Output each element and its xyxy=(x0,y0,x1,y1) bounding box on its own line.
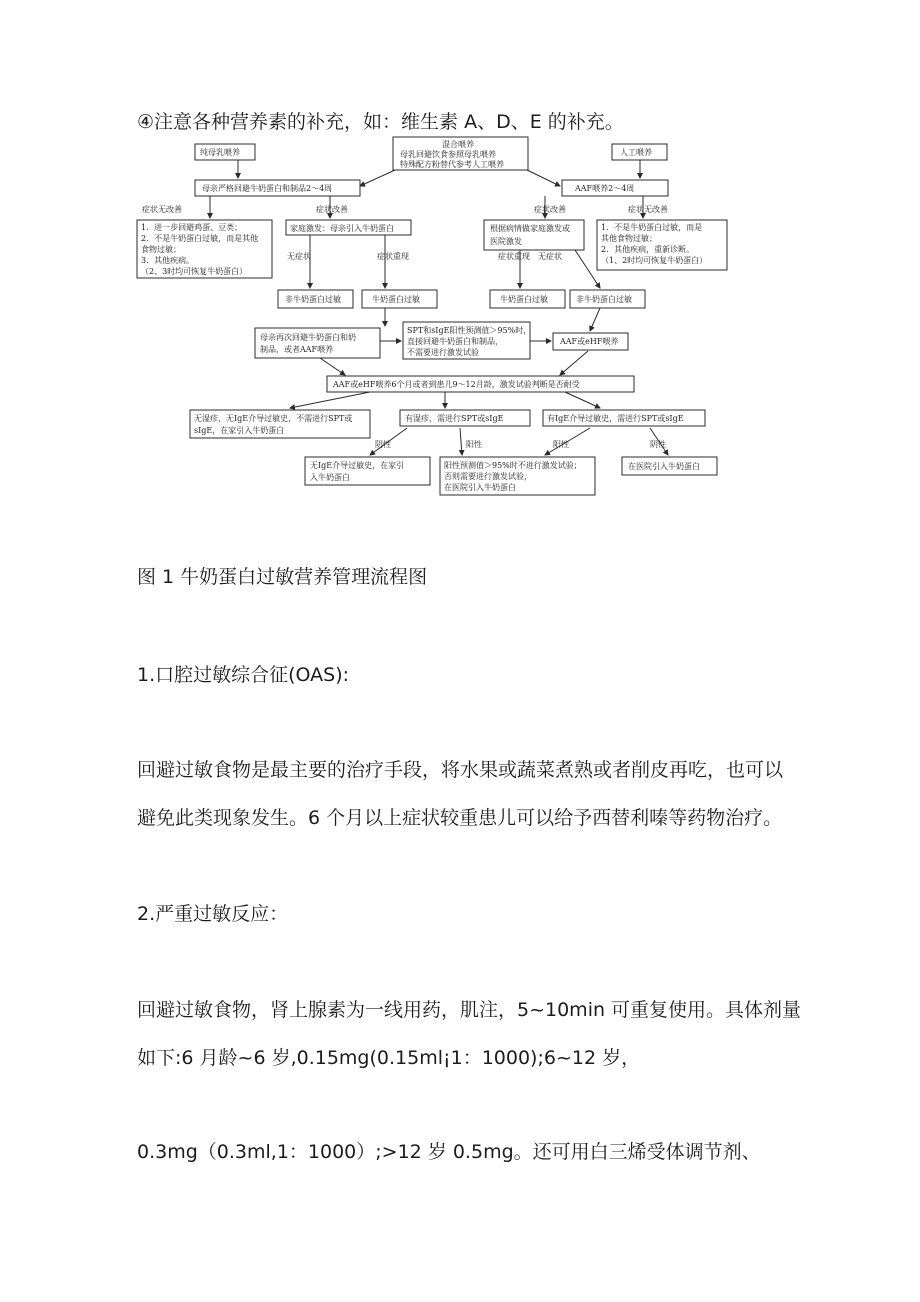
svg-text:特殊配方粉替代参考人工喂养: 特殊配方粉替代参考人工喂养 xyxy=(400,160,504,169)
flow-box-aaf-ehf xyxy=(553,333,628,350)
svg-text:牛奶蛋白过敏: 牛奶蛋白过敏 xyxy=(372,295,420,304)
flow-box-right-no-improve xyxy=(597,220,727,270)
svg-text:无IgE介导过敏史，在家引: 无IgE介导过敏史，在家引 xyxy=(310,461,405,470)
flow-box-top-center xyxy=(393,137,528,170)
heading-oas: 1.口腔过敏综合征(OAS): xyxy=(137,664,350,686)
flow-box-eczema xyxy=(400,410,530,426)
flow-box-cmpa-left xyxy=(362,290,437,308)
svg-text:母乳回避饮食参照母乳喂养: 母乳回避饮食参照母乳喂养 xyxy=(400,150,496,159)
paragraph-severe-line-2: 如下:6 月龄~6 岁,0.15mg(0.15ml¡1：1000);6~12 岁， xyxy=(137,1047,641,1069)
flow-box-6months xyxy=(327,376,634,392)
flow-box-ige-history xyxy=(543,410,705,426)
label-no-improve-right: 症状无改善 xyxy=(628,205,668,214)
flow-box-home-intro xyxy=(305,457,430,485)
svg-text:1．不是牛奶蛋白过敏，而是: 1．不是牛奶蛋白过敏，而是 xyxy=(601,223,703,232)
flow-box-right-challenge xyxy=(484,220,584,250)
flow-box-left-strict xyxy=(195,180,360,196)
svg-text:其他食物过敏；: 其他食物过敏； xyxy=(601,234,657,243)
flow-box-eczema-free xyxy=(190,410,370,438)
svg-text:不需要进行激发试验: 不需要进行激发试验 xyxy=(407,348,479,357)
label-no-symptom-left: 无症状 xyxy=(287,252,311,261)
svg-text:SPT和sIgE阳性预测值＞95%时，: SPT和sIgE阳性预测值＞95%时， xyxy=(407,326,532,335)
heading-severe-allergy: 2.严重过敏反应： xyxy=(137,903,289,925)
flow-box-hospital xyxy=(622,457,717,475)
label-no-improve-left: 症状无改善 xyxy=(142,205,182,214)
svg-text:有IgE介导过敏史，需进行SPT或sIgE: 有IgE介导过敏史，需进行SPT或sIgE xyxy=(547,414,684,423)
flow-box-top-right xyxy=(612,144,667,160)
svg-text:母亲再次回避牛奶蛋白和奶: 母亲再次回避牛奶蛋白和奶 xyxy=(260,333,356,342)
label-positive-2: 阳性 xyxy=(553,440,569,449)
svg-text:食物过敏；: 食物过敏； xyxy=(141,245,181,254)
svg-text:AAF或eHF喂养: AAF或eHF喂养 xyxy=(560,337,619,346)
svg-text:非牛奶蛋白过敏: 非牛奶蛋白过敏 xyxy=(285,295,341,304)
svg-text:sIgE，在家引入牛奶蛋白: sIgE，在家引入牛奶蛋白 xyxy=(194,426,285,435)
svg-text:医院激发: 医院激发 xyxy=(490,237,522,246)
svg-text:阳性预测值＞95%时不进行激发试验；: 阳性预测值＞95%时不进行激发试验； xyxy=(444,461,582,470)
svg-text:（1、2时均可恢复牛奶蛋白）: （1、2时均可恢复牛奶蛋白） xyxy=(601,256,708,265)
svg-text:入牛奶蛋白: 入牛奶蛋白 xyxy=(310,473,350,482)
label-symptom-recur-left: 症状重现 xyxy=(377,252,409,261)
svg-text:2．其他疾病，重新诊断。: 2．其他疾病，重新诊断。 xyxy=(601,245,695,254)
cow-milk-allergy-flowchart xyxy=(0,0,920,520)
flow-box-spt xyxy=(403,322,531,359)
flow-box-home-challenge xyxy=(286,220,411,235)
flow-box-right-aaf xyxy=(562,180,668,196)
label-positive-1: 阳性 xyxy=(466,440,482,449)
paragraph-severe-line-3: 0.3mg（0.3ml,1：1000）;>12 岁 0.5mg。还可用白三烯受体调节剂、 xyxy=(137,1141,761,1163)
flow-box-left-no-improve xyxy=(137,220,272,278)
figure-caption: 图 1 牛奶蛋白过敏营养管理流程图 xyxy=(137,566,428,588)
svg-text:直接回避牛奶蛋白和制品，: 直接回避牛奶蛋白和制品， xyxy=(407,337,503,346)
intro-line: ④注意各种营养素的补充，如：维生素 A、D、E 的补充。 xyxy=(137,111,624,133)
flow-box-positive xyxy=(440,457,595,495)
flow-box-mother-again xyxy=(255,328,380,358)
paragraph-oas-line-1: 回避过敏食物是最主要的治疗手段，将水果或蔬菜煮熟或者削皮再吃，也可以 xyxy=(137,759,784,781)
svg-text:纯母乳喂养: 纯母乳喂养 xyxy=(200,148,240,157)
flow-box-non-cmpa-right xyxy=(570,290,645,308)
flow-box-cmpa-right xyxy=(490,290,565,308)
label-improve-left: 症状改善 xyxy=(316,205,348,214)
svg-text:在医院引入牛奶蛋白: 在医院引入牛奶蛋白 xyxy=(628,462,700,471)
flow-box-non-cmpa-left xyxy=(278,290,353,308)
svg-text:牛奶蛋白过敏: 牛奶蛋白过敏 xyxy=(500,295,548,304)
svg-text:AAF或eHF喂养6个月或者到患儿9～12月龄，激发试验判断: AAF或eHF喂养6个月或者到患儿9～12月龄，激发试验判断是否耐受 xyxy=(333,380,580,389)
label-no-symptom-right: 无症状 xyxy=(538,252,562,261)
svg-text:母亲严格回避牛奶蛋白和制品2～4周: 母亲严格回避牛奶蛋白和制品2～4周 xyxy=(202,184,333,193)
svg-text:否则需要进行激发试验，: 否则需要进行激发试验， xyxy=(444,472,532,481)
label-negative-2: 阴性 xyxy=(650,440,666,449)
label-improve-right: 症状改善 xyxy=(534,205,566,214)
svg-text:家庭激发：母亲引入牛奶蛋白: 家庭激发：母亲引入牛奶蛋白 xyxy=(290,224,394,233)
svg-text:2．不是牛奶蛋白过敏，而是其他: 2．不是牛奶蛋白过敏，而是其他 xyxy=(141,234,259,243)
svg-text:根据病情做家庭激发或: 根据病情做家庭激发或 xyxy=(490,224,570,233)
paragraph-severe-line-1: 回避过敏食物，肾上腺素为一线用药，肌注，5~10min 可重复使用。具体剂量 xyxy=(137,999,802,1021)
label-symptom-recur-right: 症状重现 xyxy=(498,252,530,261)
svg-text:人工喂养: 人工喂养 xyxy=(620,148,652,157)
svg-text:（2、3时均可恢复牛奶蛋白）: （2、3时均可恢复牛奶蛋白） xyxy=(141,267,248,276)
paragraph-oas-line-2: 避免此类现象发生。6 个月以上症状较重患儿可以给予西替利嗪等药物治疗。 xyxy=(137,807,783,829)
svg-text:3．其他疾病。: 3．其他疾病。 xyxy=(141,256,195,265)
svg-text:在医院引入牛奶蛋白: 在医院引入牛奶蛋白 xyxy=(444,483,516,492)
svg-text:无湿疹，无IgE介导过敏史，不需进行SPT或: 无湿疹，无IgE介导过敏史，不需进行SPT或 xyxy=(194,414,353,423)
label-negative-1: 阴性 xyxy=(375,440,391,449)
svg-text:制品，或者AAF喂养: 制品，或者AAF喂养 xyxy=(260,345,334,354)
svg-text:有湿疹，需进行SPT或sIgE: 有湿疹，需进行SPT或sIgE xyxy=(405,414,504,423)
svg-text:混合喂养: 混合喂养 xyxy=(442,140,474,149)
svg-text:AAF喂养2～4周: AAF喂养2～4周 xyxy=(575,184,635,193)
svg-text:非牛奶蛋白过敏: 非牛奶蛋白过敏 xyxy=(576,295,632,304)
svg-text:1．进一步回避鸡蛋、豆类；: 1．进一步回避鸡蛋、豆类； xyxy=(141,223,243,232)
flow-box-top-left xyxy=(195,144,255,160)
